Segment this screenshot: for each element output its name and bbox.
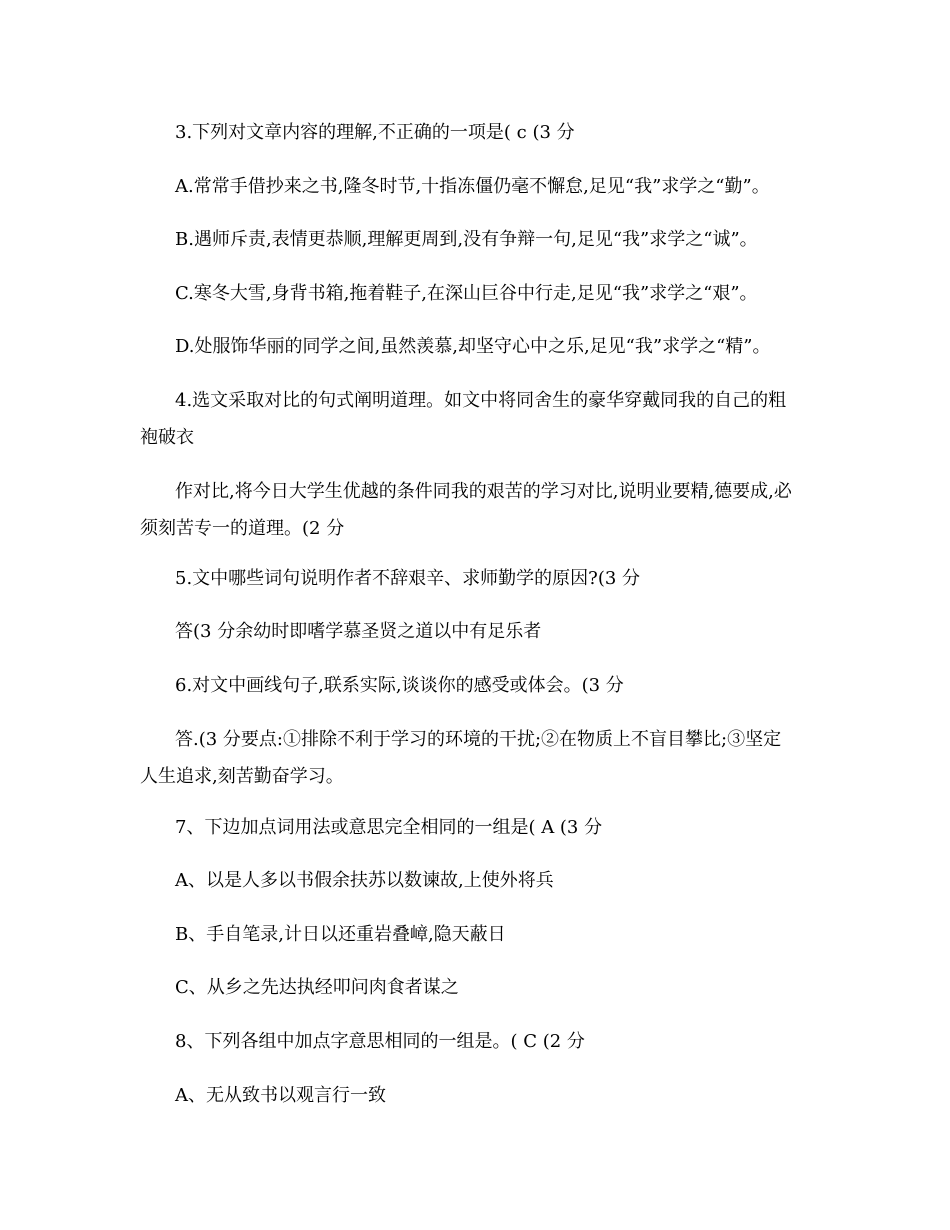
question-3-option-c: C.寒冬大雪,身背书箱,拖着鞋子,在深山巨谷中行走,足见“我”求学之“艰”。 [175, 283, 758, 304]
question-4-answer-continued: 须刻苦专一的道理。(2 分 [140, 518, 345, 539]
question-5-answer: 答(3 分余幼时即嗜学慕圣贤之道以中有足乐者 [175, 621, 542, 642]
question-4-answer: 作对比,将今日大学生优越的条件同我的艰苦的学习对比,说明业要精,德要成,必 [175, 481, 792, 502]
question-7-option-a: A、以是人多以书假余扶苏以数谏故,上使外将兵 [175, 870, 554, 891]
question-8-option-a: A、无从致书以观言行一致 [175, 1085, 386, 1106]
question-3-stem: 3.下列对文章内容的理解,不正确的一项是( c (3 分 [175, 122, 575, 143]
question-5-stem: 5.文中哪些词句说明作者不辞艰辛、求师勤学的原因?(3 分 [175, 568, 641, 589]
question-7-option-b: B、手自笔录,计日以还重岩叠嶂,隐天蔽日 [175, 924, 506, 945]
question-8-stem: 8、下列各组中加点字意思相同的一组是。( C (2 分 [175, 1031, 585, 1052]
question-4-stem-continued: 袍破衣 [140, 427, 194, 448]
question-6-answer-continued: 人生追求,刻苦勤奋学习。 [140, 766, 344, 787]
question-3-option-d: D.处服饰华丽的同学之间,虽然羡慕,却坚守心中之乐,足见“我”求学之“精”。 [175, 336, 771, 357]
question-7-stem: 7、下边加点词用法或意思完全相同的一组是( A (3 分 [175, 817, 603, 838]
question-6-answer: 答.(3 分要点:①排除不利于学习的环境的干扰;②在物质上不盲目攀比;③坚定 [175, 729, 782, 750]
question-6-stem: 6.对文中画线句子,联系实际,谈谈你的感受或体会。(3 分 [175, 675, 624, 696]
question-7-option-c: C、从乡之先达执经叩问肉食者谋之 [175, 977, 459, 998]
question-4-stem: 4.选文采取对比的句式阐明道理。如文中将同舍生的豪华穿戴同我的自己的粗 [175, 390, 787, 411]
question-3-option-b: B.遇师斥责,表情更恭顺,理解更周到,没有争辩一句,足见“我”求学之“诚”。 [175, 229, 758, 250]
question-3-option-a: A.常常手借抄来之书,隆冬时节,十指冻僵仍毫不懈怠,足见“我”求学之“勤”。 [175, 176, 770, 197]
